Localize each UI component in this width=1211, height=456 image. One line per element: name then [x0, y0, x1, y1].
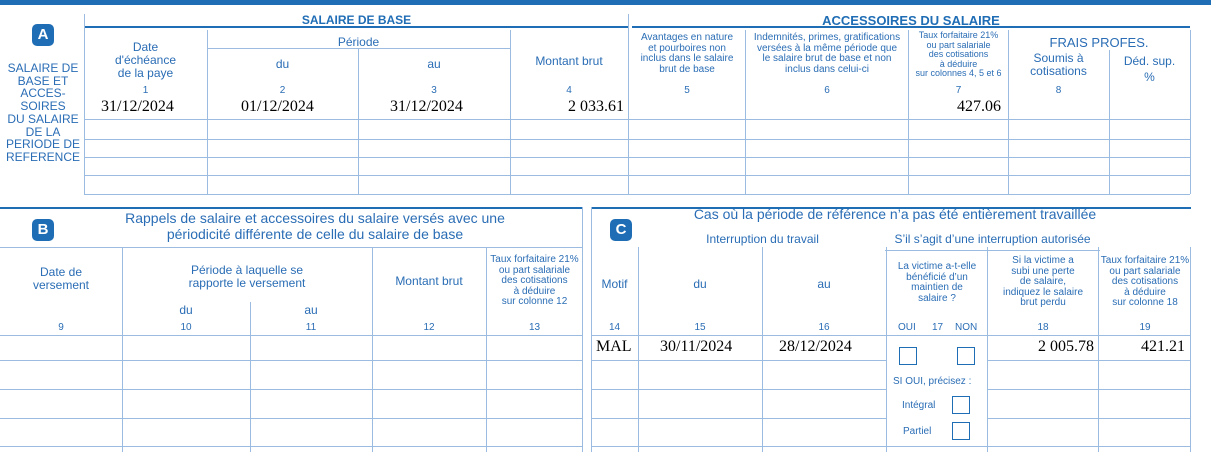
header-line: des cotisations: [1111, 276, 1179, 287]
grid-line: [0, 389, 582, 390]
header-line: sur colonnes 4, 5 et 6: [915, 68, 1002, 78]
header-line: Si la victime a: [1012, 255, 1074, 266]
col-number: 15: [694, 322, 706, 333]
col-number: 1: [142, 85, 149, 96]
col-c-au-header: au: [817, 277, 831, 291]
grid-line: [0, 360, 582, 361]
header-line: sur colonne 12: [501, 296, 568, 307]
col-number: 3: [431, 85, 437, 96]
frais-profes-title: FRAIS PROFES.: [1049, 35, 1149, 50]
section-b-rule: [0, 207, 582, 209]
header-line: La victime a-t-elle: [897, 261, 977, 272]
header-line: de salaire,: [1019, 276, 1067, 287]
interruption-au-value: 28/12/2024: [779, 338, 852, 355]
section-c-badge: C: [610, 219, 632, 241]
header-line: indiquez le salaire: [1002, 286, 1084, 298]
partiel-checkbox[interactable]: [952, 422, 970, 440]
col-number: 8: [1055, 85, 1062, 96]
title-line: Rappels de salaire et accessoires du salaire versés avec une: [125, 210, 505, 226]
header-line: Période à laquelle se: [190, 263, 304, 277]
grid-line: [591, 335, 1190, 336]
grid-line: [84, 119, 1190, 120]
motif-value: MAL: [596, 338, 632, 355]
header-line: inclus dans celui-ci: [785, 63, 869, 75]
side-label-line: PERIODE DE: [5, 137, 80, 152]
header-line: versement: [32, 278, 90, 292]
col-du-header: du: [275, 57, 290, 71]
grid-line: [207, 30, 208, 194]
periode-au-value: 31/12/2024: [390, 98, 463, 115]
section-a-side-label: [2, 62, 84, 164]
header-line: Taux forfaitaire 21%: [490, 254, 579, 265]
col-indemnites-header: [746, 33, 908, 75]
section-b-badge: B: [32, 219, 54, 241]
col-b-du-header: du: [179, 303, 193, 317]
side-label-line: ACCES-: [20, 86, 66, 101]
header-line: ou part salariale: [926, 39, 991, 50]
grid-line: [84, 175, 1190, 176]
header-line: %: [1144, 70, 1155, 84]
date-echeance-value: 31/12/2024: [101, 98, 174, 115]
grid-line: [591, 446, 1190, 447]
col-number: 13: [528, 322, 541, 333]
montant-brut-value: 2 033.61: [568, 98, 624, 115]
header-line: le salaire brut de base et non: [762, 53, 892, 64]
grid-line: [0, 247, 582, 248]
grid-line: [582, 207, 583, 452]
grid-line: [987, 418, 1190, 419]
col-date-echeance-header: [84, 41, 207, 80]
header-line: d'échéance: [114, 53, 176, 67]
side-label-line: SOIRES: [20, 99, 66, 114]
col-number: 6: [824, 85, 830, 96]
col-motif-header: Motif: [601, 277, 628, 291]
non-checkbox[interactable]: [957, 347, 975, 365]
oui-label: OUI: [898, 322, 916, 333]
header-line: et pourboires non: [648, 42, 726, 54]
header-line: Date de: [39, 265, 83, 279]
interruption-label: Interruption du travail: [706, 232, 819, 246]
header-line: Déd. sup.: [1123, 54, 1176, 68]
header-line: à déduire: [513, 285, 556, 297]
grid-line: [84, 157, 1190, 158]
header-line: Indemnités, primes, gratifications: [753, 32, 901, 43]
col-number: 10: [180, 322, 192, 333]
section-b-title: [80, 210, 550, 242]
col-soumis-header: [1008, 52, 1109, 78]
col-periode-versement-header: [122, 264, 372, 290]
header-line: salaire ?: [918, 292, 956, 304]
header-line: des cotisations: [501, 275, 568, 286]
col-number: 19: [1139, 322, 1151, 333]
col-number: 14: [608, 322, 621, 333]
col-number: 5: [684, 85, 690, 96]
col-number: 11: [305, 322, 317, 333]
grid-line: [591, 360, 887, 361]
col-c-taux-header: [1099, 256, 1191, 309]
grid-line: [591, 418, 887, 419]
header-line: ou part salariale: [498, 264, 571, 276]
header-line: des cotisations: [928, 49, 989, 59]
header-line: à déduire: [1124, 286, 1166, 298]
title-line: périodicité différente de celle du salaire de base: [166, 226, 464, 242]
col-victime-header: [887, 262, 987, 304]
header-line: cotisations: [1030, 64, 1087, 78]
header-line: inclus dans le salaire: [640, 53, 734, 64]
header-line: ou part salariale: [1109, 265, 1181, 277]
col-number: 18: [1037, 322, 1049, 333]
col-number: 2: [279, 85, 286, 96]
side-label-line: SALAIRE DE: [7, 61, 79, 75]
header-line: Taux forfaitaire 21%: [918, 30, 999, 40]
header-line: rapporte le versement: [188, 276, 306, 290]
section-c-title: Cas où la période de référence n’a pas été entièrement travaillée: [693, 206, 1097, 222]
header-line: Date: [132, 40, 159, 54]
grid-line: [0, 446, 582, 447]
header-line: brut perdu: [1020, 297, 1066, 308]
col-c-du-header: du: [693, 277, 707, 291]
col-number: 7: [955, 85, 962, 96]
header-line: Taux forfaitaire 21%: [1100, 255, 1190, 266]
grid-line: [1190, 30, 1191, 194]
header-line: versées à la même période que: [756, 42, 898, 54]
header-line: Avantages en nature: [640, 32, 734, 43]
col-ded-header: [1109, 55, 1190, 84]
interruption-du-value: 30/11/2024: [660, 338, 733, 355]
col-montant-header: Montant brut: [535, 54, 603, 68]
oui-checkbox[interactable]: [899, 347, 917, 365]
col-b-montant-header: Montant brut: [395, 274, 463, 288]
header-line: sur colonne 18: [1112, 297, 1178, 308]
col-number: 12: [423, 322, 435, 333]
taux-c-value: 421.21: [1141, 338, 1185, 355]
salaire-perdu-value: 2 005.78: [1038, 338, 1094, 355]
autorisee-label: S’il s’agit d’une interruption autorisée: [894, 232, 1091, 246]
grid-line: [987, 360, 1190, 361]
side-label-line: DE LA: [25, 124, 61, 139]
taux-forfaitaire-value: 427.06: [957, 98, 1001, 115]
header-line: bénéficié d’un: [906, 271, 968, 283]
section-a-badge: A: [32, 24, 54, 46]
periode-label: Période: [337, 35, 380, 49]
grid-line: [84, 194, 1190, 195]
grid-line: [0, 335, 582, 336]
col-number: 17: [931, 322, 944, 333]
si-oui-label: SI OUI, précisez :: [893, 376, 972, 387]
col-b-taux-header: [487, 255, 582, 308]
col-number: 9: [58, 322, 64, 333]
grid-line: [84, 139, 1190, 140]
header-line: brut de base: [659, 63, 715, 75]
header-line: Soumis à: [1033, 51, 1084, 65]
grid-line: [591, 389, 887, 390]
side-label-line: DU SALAIRE: [7, 111, 79, 126]
grid-line: [987, 389, 1190, 390]
col-date-versement-header: [0, 266, 122, 292]
col-taux-header: [909, 31, 1008, 79]
integral-label: Intégral: [902, 400, 936, 411]
grid-line: [0, 418, 582, 419]
col-number: 16: [818, 322, 830, 333]
col-perte-header: [988, 256, 1098, 309]
salaire-base-title: SALAIRE DE BASE: [301, 13, 412, 27]
integral-checkbox[interactable]: [952, 396, 970, 414]
accessoires-title: ACCESSOIRES DU SALAIRE: [822, 13, 1000, 28]
partiel-label: Partiel: [903, 426, 932, 437]
col-b-au-header: au: [304, 303, 318, 317]
header-line: de la paye: [117, 66, 174, 80]
grid-line: [885, 250, 1100, 251]
top-bar: [0, 0, 1211, 5]
col-avantages-header: [629, 33, 745, 75]
header-line: maintien de: [911, 282, 963, 293]
side-label-line: REFERENCE: [5, 149, 80, 164]
col-number: 4: [566, 85, 572, 96]
periode-du-value: 01/12/2024: [241, 98, 314, 115]
header-line: à déduire: [939, 58, 978, 69]
side-label-line: BASE ET: [17, 73, 69, 88]
col-au-header: au: [427, 57, 441, 71]
header-line: subi une perte: [1011, 265, 1075, 277]
non-label: NON: [955, 322, 978, 333]
